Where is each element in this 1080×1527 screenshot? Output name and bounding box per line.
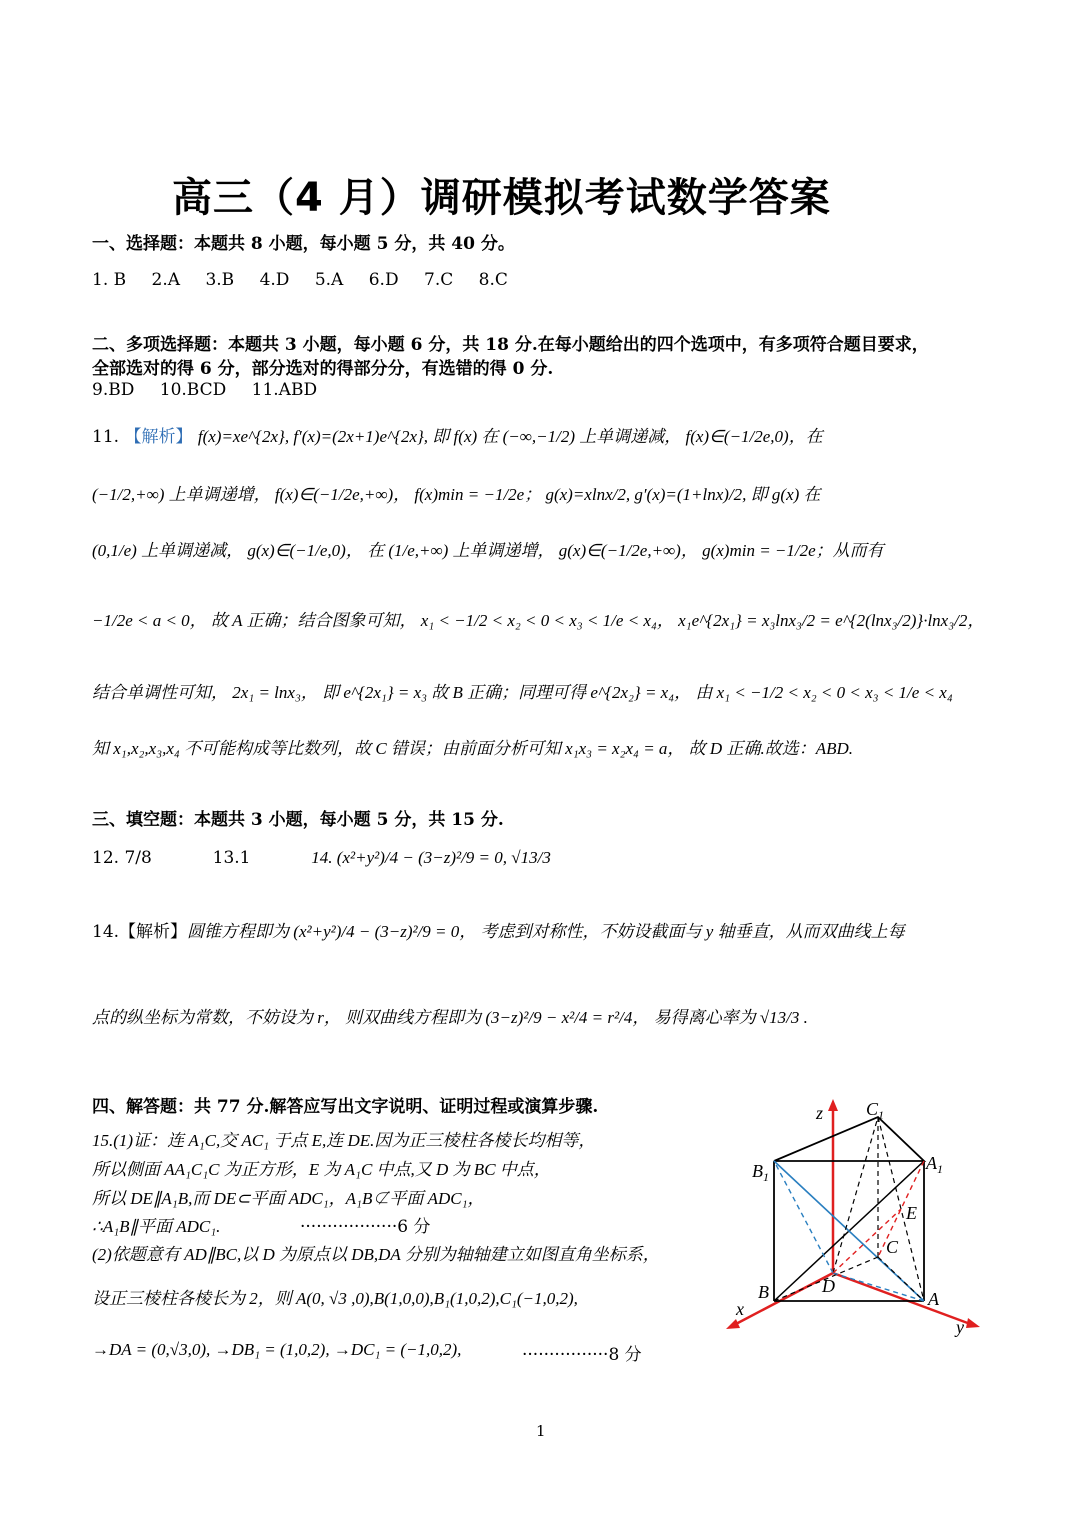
- x-axis: [734, 1273, 833, 1325]
- q11-label: 11.: [92, 427, 120, 447]
- section2-heading-line1: 二、多项选择题：本题共 3 小题，每小题 6 分，共 18 分.在每小题给出的四个选项中，有多项符合题目要求，: [92, 335, 929, 355]
- top-face: [774, 1117, 924, 1161]
- label-a1: $A_1$: [926, 1153, 943, 1176]
- answer-5: 5.A: [314, 270, 344, 290]
- q11-line2: (−1/2,+∞) 上单调递增， f(x)∈(−1/2e,+∞)， f(x)min = −1/2e； g(x)=xlnx/2, g′(x)=(1+lnx)/2, 即 g(x) 在: [92, 485, 821, 504]
- answer-8: 8.C: [478, 270, 508, 290]
- section1-heading: 一、选择题：本题共 8 小题，每小题 5 分，共 40 分。: [92, 234, 515, 254]
- answer-3: 3.B: [205, 270, 235, 290]
- answer-10: 10.BCD: [159, 380, 227, 400]
- q15-line5: (2)依题意有 AD∥BC,以 D 为原点以 DB,DA 分别为轴轴建立如图直角坐标系，: [92, 1245, 660, 1264]
- section3-heading: 三、填空题：本题共 3 小题，每小题 5 分，共 15 分.: [92, 810, 504, 830]
- answer-1: 1. B: [92, 270, 127, 290]
- section3-answers: [92, 848, 551, 868]
- answer-12: 12. 7/8: [92, 848, 152, 868]
- q15-line4: ∴A₁B∥平面 ADC₁.: [92, 1217, 221, 1236]
- z-axis-arrow: [828, 1099, 838, 1111]
- prism-figure: [718, 1095, 988, 1345]
- section2-answers: [92, 380, 337, 400]
- q11-line1: [92, 422, 823, 447]
- label-c: C: [886, 1237, 899, 1257]
- q11-text-1: f(x)=xe^{2x}, f′(x)=(2x+1)e^{2x}, 即 f(x) 在 (−∞,−1/2) 上单调递减， f(x)∈(−1/2e,0)，在: [197, 427, 823, 446]
- label-y: y: [956, 1317, 964, 1337]
- q11-line3: (0,1/e) 上单调递减， g(x)∈(−1/e,0)， 在 (1/e,+∞) 上单调递增， g(x)∈(−1/2e,+∞)， g(x)min = −1/2e；从而有: [92, 541, 884, 560]
- label-a: A: [928, 1289, 939, 1309]
- section4-heading: 四、解答题：共 77 分.解答应写出文字说明、证明过程或演算步骤.: [92, 1097, 599, 1117]
- x-axis-arrow: [726, 1319, 740, 1329]
- q15-line1: 15.(1)证：连 A₁C,交 AC₁ 于点 E,连 DE.因为正三棱柱各棱长均相等，: [92, 1131, 596, 1150]
- q11-line5: 结合单调性可知， 2x₁ = lnx₃， 即 e^{2x₁} = x₃ 故 B 正确；同理可得 e^{2x₂} = x₄， 由 x₁ < −1/2 < x₂ < 0 < x₃ < 1/e < x₄: [92, 683, 953, 702]
- edge-ca: [878, 1257, 924, 1301]
- answer-2: 2.A: [151, 270, 181, 290]
- q14-label: 14.: [92, 922, 120, 942]
- label-x: x: [736, 1299, 744, 1319]
- q15-score-6: ··················6 分: [300, 1217, 431, 1237]
- answer-4: 4.D: [259, 270, 290, 290]
- answer-9: 9.BD: [92, 380, 135, 400]
- section1-answers: [92, 270, 528, 290]
- label-c1: $C_1$: [866, 1099, 885, 1122]
- q15-line7: →DA = (0,√3,0), →DB₁ = (1,0,2), →DC₁ = (−1,0,2),: [92, 1340, 462, 1359]
- q15-line3: 所以 DE∥A₁B,而 DE⊂平面 ADC₁，A₁B⊄平面 ADC₁，: [92, 1189, 485, 1208]
- q15-score-8: ················8 分: [522, 1345, 642, 1365]
- line-db1: [774, 1161, 833, 1273]
- q11-line4: −1/2e < a < 0， 故 A 正确；结合图象可知， x₁ < −1/2 < x₂ < 0 < x₃ < 1/e < x₄， x₁e^{2x₁} = x₃lnx₃/2 = e^{2(lnx₃/2)}·lnx₃/2，: [92, 611, 985, 630]
- answer-6: 6.D: [368, 270, 399, 290]
- label-d: D: [822, 1276, 835, 1296]
- q14-line1: [92, 917, 905, 942]
- q15-line2: 所以侧面 AA₁C₁C 为正方形，E 为 A₁C 中点,又 D 为 BC 中点，: [92, 1160, 551, 1179]
- section2-heading-line2: 全部选对的得 6 分，部分选对的得部分分，有选错的得 0 分.: [92, 359, 554, 379]
- page-title: 高三（4 月）调研模拟考试数学答案: [172, 175, 831, 221]
- label-b1: $B_1$: [752, 1161, 769, 1184]
- q14-analysis-tag: 【解析】: [119, 922, 188, 942]
- label-z: z: [816, 1103, 824, 1123]
- q15-line6: 设正三棱柱各棱长为 2，则 A(0, √3 ,0),B(1,0,0),B₁(1,0,2),C₁(−1,0,2),: [92, 1289, 578, 1308]
- page-number: 1: [536, 1422, 546, 1440]
- q14-line2: 点的纵坐标为常数，不妨设为 r， 则双曲线方程即为 (3−z)²/9 − x²/4 = r²/4， 易得离心率为 √13/3 .: [92, 1008, 808, 1027]
- q14-text-1: 圆锥方程即为 (x²+y²)/4 − (3−z)²/9 = 0， 考虑到对称性，不妨设截面与 y 轴垂直，从而双曲线上每: [187, 922, 905, 941]
- q11-analysis-tag: 【解析】: [124, 427, 193, 447]
- label-e: E: [906, 1203, 917, 1223]
- answer-14: 14. (x²+y²)/4 − (3−z)²/9 = 0, √13/3: [311, 848, 551, 867]
- label-b: B: [758, 1282, 769, 1302]
- y-axis-arrow: [966, 1318, 980, 1328]
- answer-11: 11.ABD: [251, 380, 318, 400]
- q11-line6: 知 x₁,x₂,x₃,x₄ 不可能构成等比数列，故 C 错误；由前面分析可知 x₁x₃ = x₂x₄ = a， 故 D 正确.故选：ABD.: [92, 739, 853, 758]
- answer-13: 13.1: [212, 848, 251, 868]
- line-dc1: [833, 1117, 878, 1273]
- answer-7: 7.C: [424, 270, 454, 290]
